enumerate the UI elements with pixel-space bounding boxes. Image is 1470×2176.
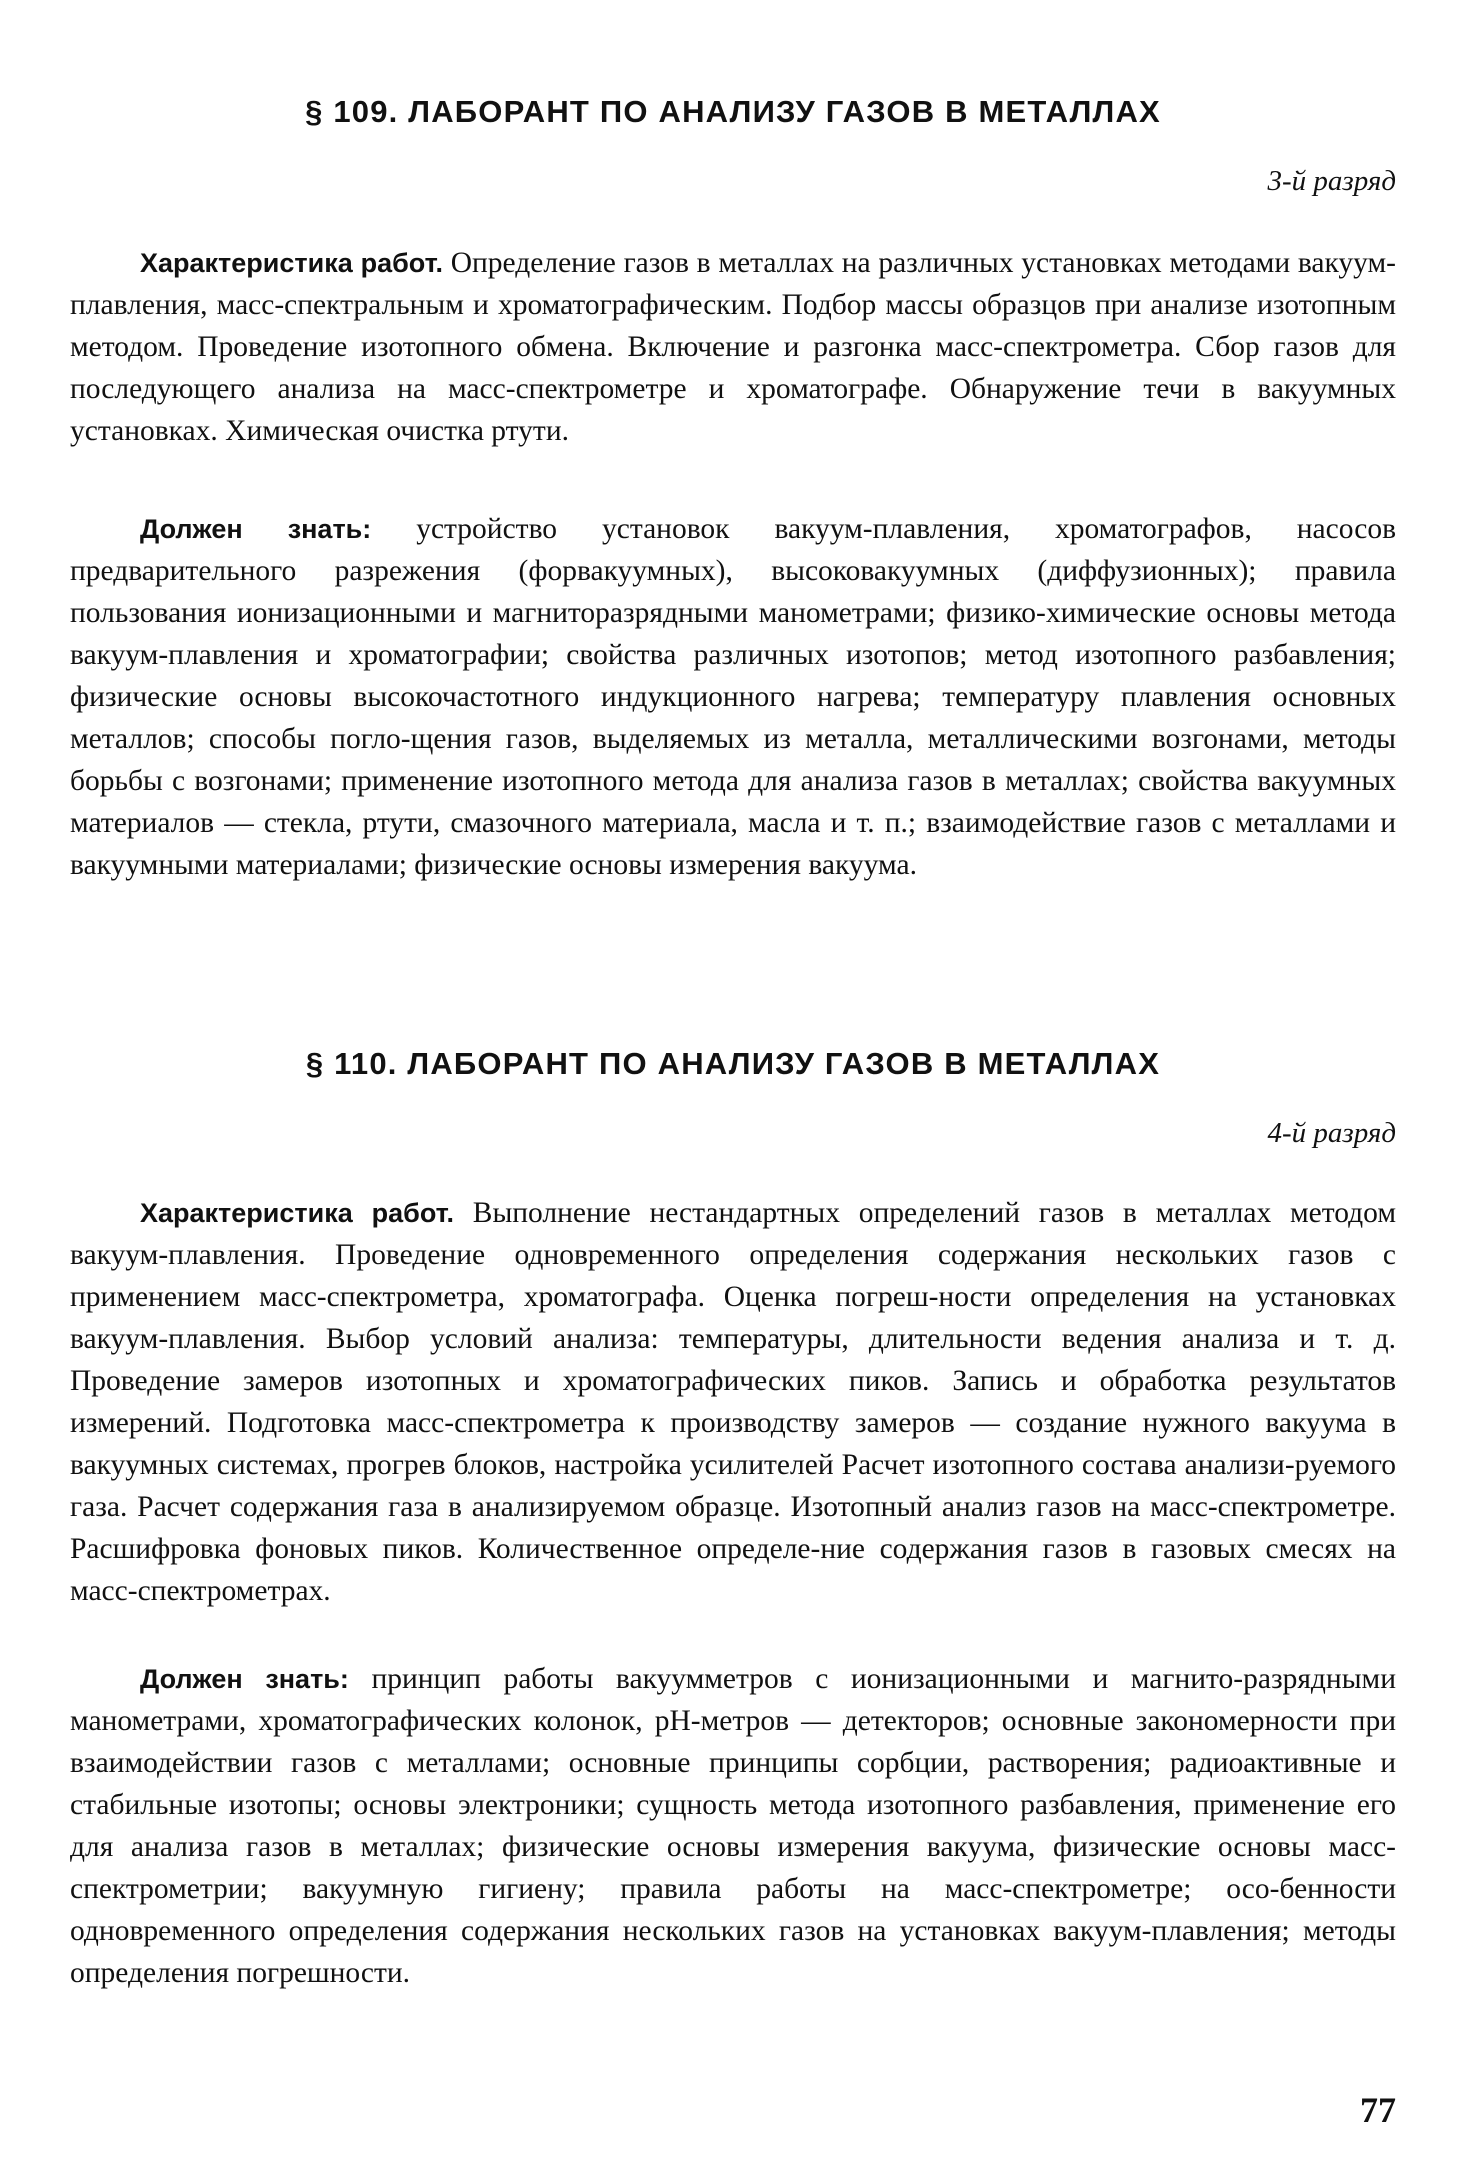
- section-110-heading: § 110. ЛАБОРАНТ ПО АНАЛИЗУ ГАЗОВ В МЕТАЛЛАХ: [305, 1046, 1161, 1081]
- section-110-characteristic-label: Характеристика работ.: [140, 1198, 454, 1228]
- section-109-characteristic-paragraph: [70, 242, 1396, 452]
- section-110-grade: 4-й разряд: [1267, 1117, 1396, 1149]
- section-110-characteristic-text: Выполнение нестандартных определений газов в металлах методом вакуум-плавления. Проведение одновременного определения содержания нескольких газов с применением масс-спектрометра, хроматографа. Оценка погреш-ности определения на установках вакуум-плавления. Выбор условий анализа: температуры, длительности ведения анализа и т. д. Проведение замеров изотопных и хроматографических пиков. Запись и обработка результатов измерений. Подготовка масс-спектрометра к производству замеров — создание нужного вакуума в вакуумных системах, прогрев блоков, настройка усилителей Расчет изотопного состава анализи-руемого газа. Расчет содержания газа в анализируемом образце. Изотопный анализ газов на масс-спектрометре. Расшифровка фоновых пиков. Количественное определе-ние содержания газов в газовых смесях на масс-спектрометрах.: [70, 1197, 1397, 1607]
- section-109-characteristic-text: Определение газов в металлах на различных установках методами вакуум-плавления, масс-спектральным и хроматографическим. Подбор массы образцов при анализе изотопным методом. Проведение изотопного обмена. Включение и разгонка масс-спектрометра. Сбор газов для последующего анализа на масс-спектрометре и хроматографе. Обнаружение течи в вакуумных установках. Химическая очистка ртути.: [70, 247, 1397, 447]
- section-109-knowledge-text: устройство установок вакуум-плавления, хроматографов, насосов предварительного разрежения (форвакуумных), высоковакуумных (диффузионных); правила пользования ионизационными и магниторазрядными манометрами; физико-химические основы метода вакуум-плавления и хроматографии; свойства различных изотопов; метод изотопного разбавления; физические основы высокочастотного индукционного нагрева; температуру плавления основных металлов; способы погло-щения газов, выделяемых из металла, металлическими возгонами, методы борьбы с возгонами; применение изотопного метода для анализа газов в металлах; свойства вакуумных материалов — стекла, ртути, смазочного материала, масла и т. п.; взаимодействие газов с металлами и вакуумными материалами; физические основы измерения вакуума.: [70, 513, 1396, 881]
- section-109-grade: 3-й разряд: [1267, 165, 1396, 197]
- section-110-characteristic-paragraph: [70, 1192, 1396, 1612]
- page-number: 77: [1360, 2090, 1396, 2130]
- section-109-heading: § 109. ЛАБОРАНТ ПО АНАЛИЗУ ГАЗОВ В МЕТАЛЛАХ: [305, 94, 1161, 129]
- section-109-knowledge-paragraph: [70, 508, 1396, 886]
- section-109-knowledge-label: Должен знать:: [140, 514, 372, 544]
- section-110-knowledge-paragraph: [70, 1658, 1396, 1994]
- section-110-knowledge-label: Должен знать:: [140, 1664, 349, 1694]
- section-110-knowledge-text: принцип работы вакуумметров с ионизационными и магнито-разрядными манометрами, хроматографических колонок, pH-метров — детекторов; основные закономерности при взаимодействии газов с металлами; основные принципы сорбции, растворения; радиоактивные и стабильные изотопы; основы электроники; сущность метода изотопного разбавления, применение его для анализа газов в металлах; физические основы измерения вакуума, физические основы масс-спектрометрии; вакуумную гигиену; правила работы на масс-спектрометре; осо-бенности одновременного определения содержания нескольких газов на установках вакуум-плавления; методы определения погрешности.: [70, 1663, 1396, 1989]
- section-109-characteristic-label: Характеристика работ.: [140, 248, 443, 278]
